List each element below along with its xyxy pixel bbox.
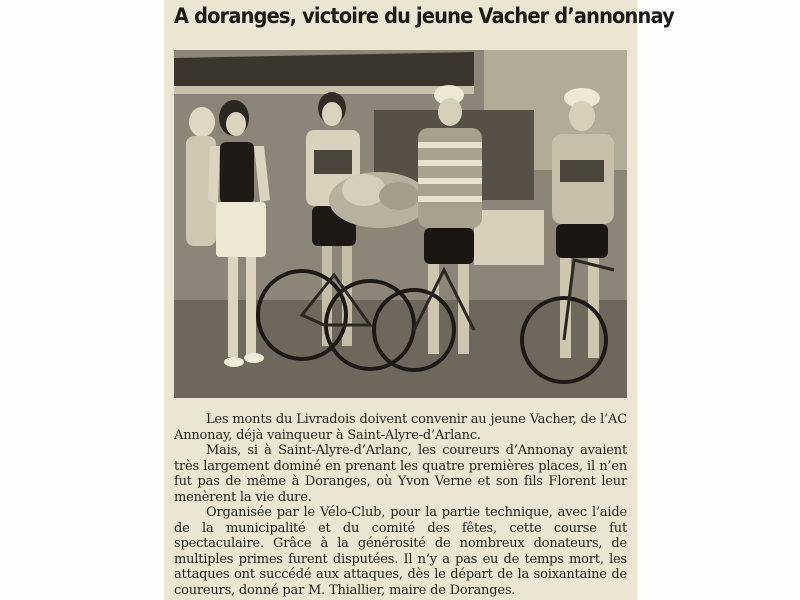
article-paragraph: Les monts du Livradois doivent convenir au jeune Vacher, de l’AC Annonay, déjà vainqueur à Saint-Alyre-d’Arlanc. — [174, 412, 627, 443]
tent-edge — [174, 86, 474, 94]
tent-roof — [174, 52, 474, 90]
article-headline: A doranges, victoire du jeune Vacher d’annonnay — [174, 4, 674, 29]
article-body — [174, 412, 627, 598]
newspaper-clipping — [164, 0, 674, 600]
article-paragraph: Organisée par le Vélo-Club, pour la partie technique, avec l’aide de la municipalité et du comité des fêtes, cette course fut spectaculaire. Grâce à la générosité de nombreux donateurs, de multiples primes furent disputées. Il n’y a pas eu de temps mort, les attaques ont succédé aux attaques, dès le départ de la soixantaine de coureurs, donné par M. Thiallier, maire de Doranges. — [174, 505, 627, 598]
article-paragraph: Mais, si à Saint-Alyre-d’Arlanc, les coureurs d’Annonay avaient très largement dominé en prenant les quatre premières places, il n’en fut pas de même à Doranges, où Yvon Verne et son fils Florent leur menèrent la vie dure. — [174, 443, 627, 505]
bouquet — [329, 172, 429, 228]
banner — [474, 210, 544, 265]
article-photo — [174, 50, 627, 398]
